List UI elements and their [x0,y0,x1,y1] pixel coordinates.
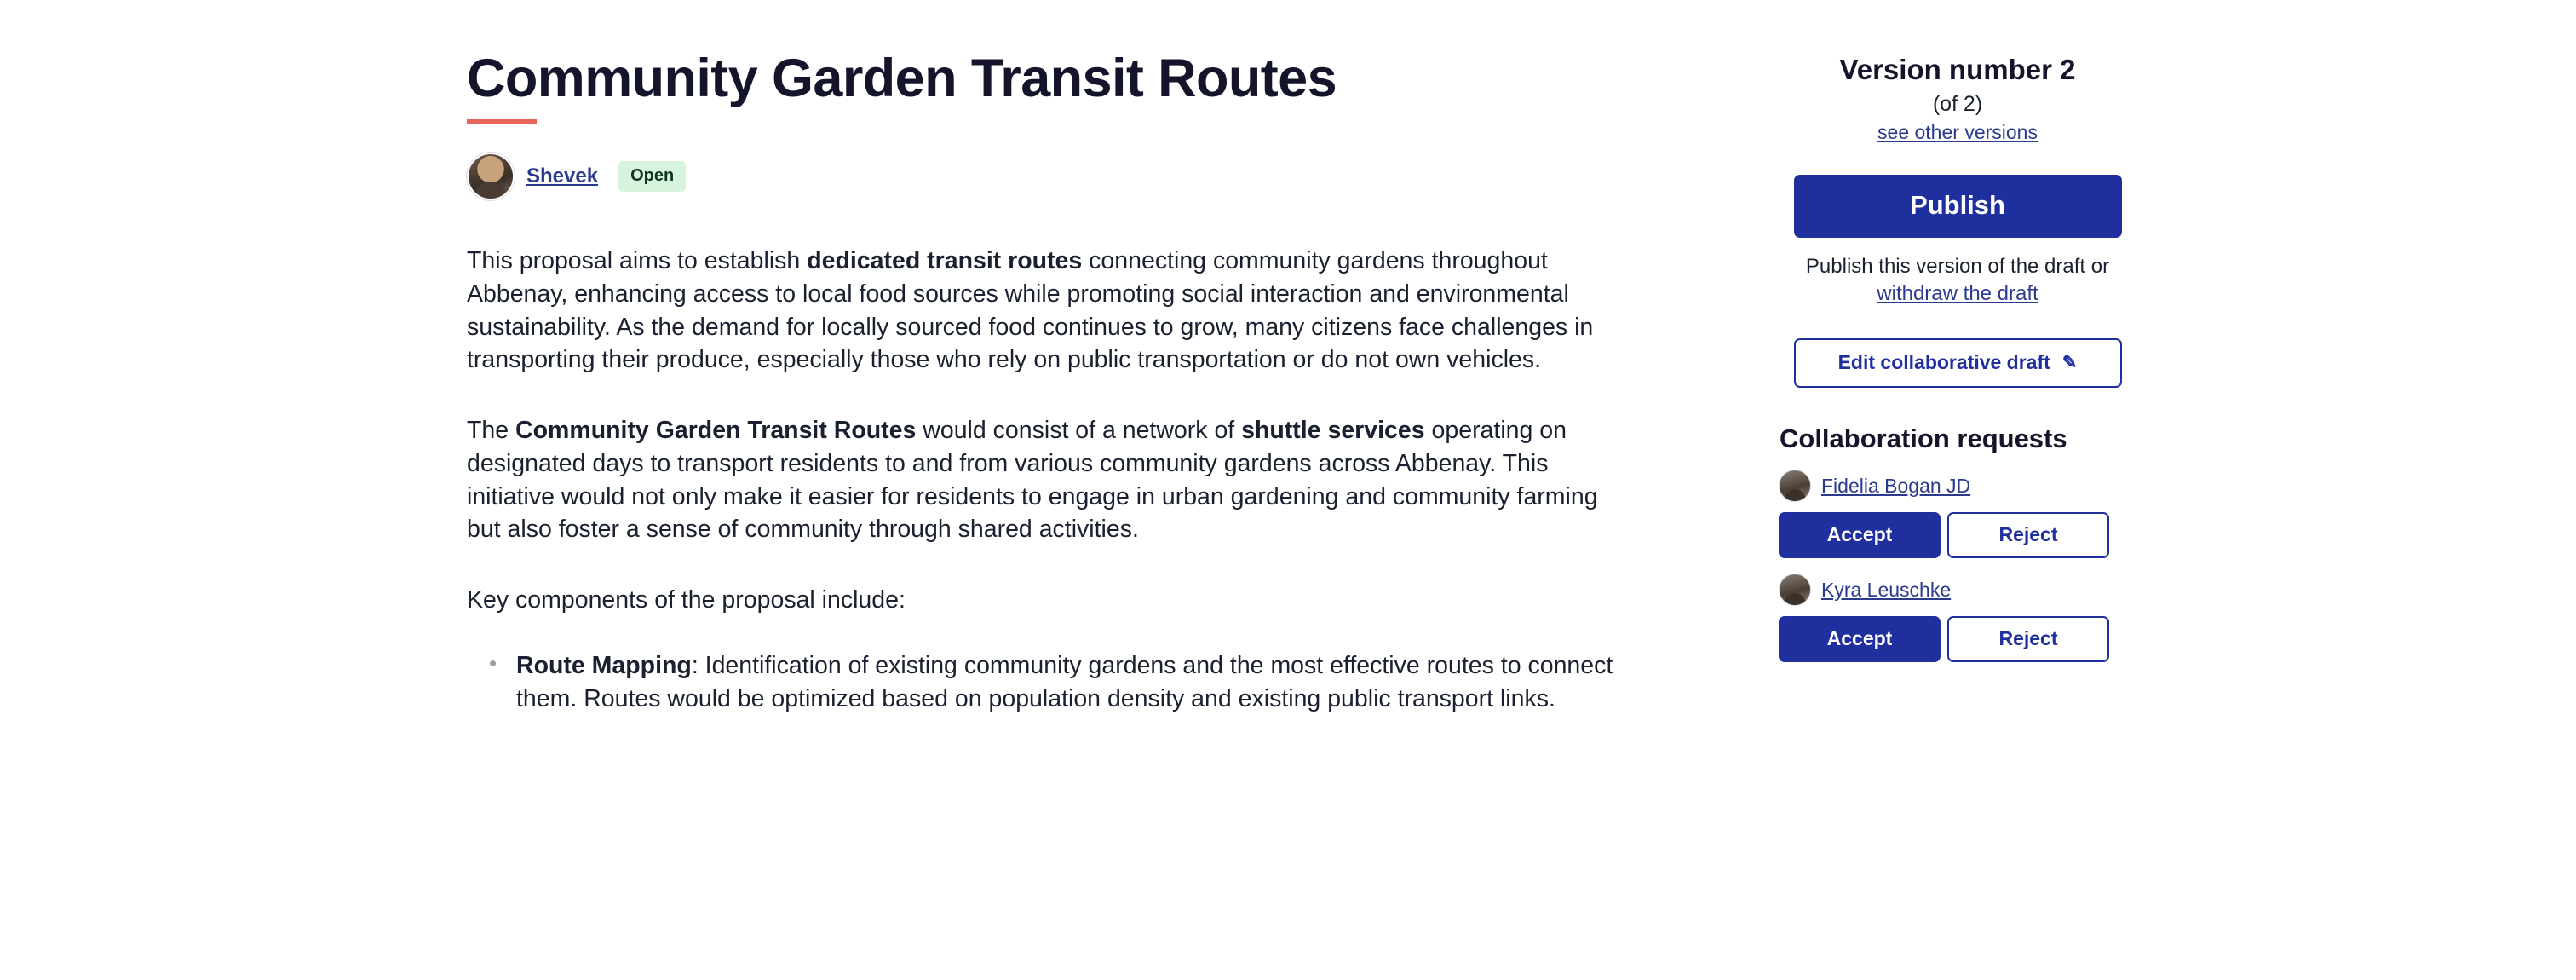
publish-note [1779,253,2136,308]
request-actions [1779,512,2136,558]
paragraph-3: Key components of the proposal include: [467,586,906,614]
requester-name-link[interactable]: Kyra Leuschke [1821,578,1952,601]
list-item: • Route Mapping: Identification of existing community gardens and the most effective routes to connect them. Routes would be optimized based on population density and existing public transport links. [516,649,1632,716]
avatar [1779,470,1811,502]
edit-draft-label: Edit collaborative draft [1837,351,2050,374]
key-components-list [467,649,1676,716]
requester-name-link[interactable]: Fidelia Bogan JD [1821,474,1971,497]
publish-button[interactable]: Publish [1794,175,2122,238]
see-other-versions-link[interactable]: see other versions [1877,120,2038,143]
edit-collaborative-draft-button[interactable] [1794,338,2122,388]
avatar [1779,574,1811,606]
withdraw-draft-link[interactable]: withdraw the draft [1877,281,2038,305]
title-accent-rule [467,119,537,124]
pencil-icon: ✎ [2061,353,2078,373]
publish-note-text: Publish this version of the draft or [1805,254,2110,278]
request-actions [1779,616,2136,662]
reject-button[interactable]: Reject [1947,512,2109,558]
byline [467,153,1676,200]
version-title: Version number 2 [1839,54,2076,85]
author-link[interactable]: Shevek [526,164,599,188]
paragraph-2: The Community Garden Transit Routes would consist of a network of shuttle services operating on designated days to transport residents to and from various community gardens across Abbenay. This initiative would not only make it easier for residents to engage in urban gardening and community farming but also foster a sense of community through shared activities. [467,417,1598,544]
paragraph-1: This proposal aims to establish dedicated transit routes connecting community gardens throughout Abbenay, enhancing access to local food sources while promoting social interaction and environmental sustainability. As the demand for locally sourced food continues to grow, many citizens face challenges in transporting their produce, especially those who rely on public transportation or do not own vehicles. [467,247,1594,374]
request-row [1779,574,2136,606]
accept-button[interactable]: Accept [1779,616,1941,662]
page-title: Community Garden Transit Routes [467,49,1337,108]
document-main-column [467,0,1676,980]
collaboration-requests-header: Collaboration requests [1780,424,2067,454]
status-badge: Open [618,161,686,192]
list-item [1779,574,2136,662]
list-item [1779,470,2136,558]
version-subtitle: (of 2) [1932,91,1983,116]
avatar [467,153,515,200]
request-row [1779,470,2136,502]
accept-button[interactable]: Accept [1779,512,1941,558]
reject-button[interactable]: Reject [1947,616,2109,662]
sidebar [1779,0,2136,980]
